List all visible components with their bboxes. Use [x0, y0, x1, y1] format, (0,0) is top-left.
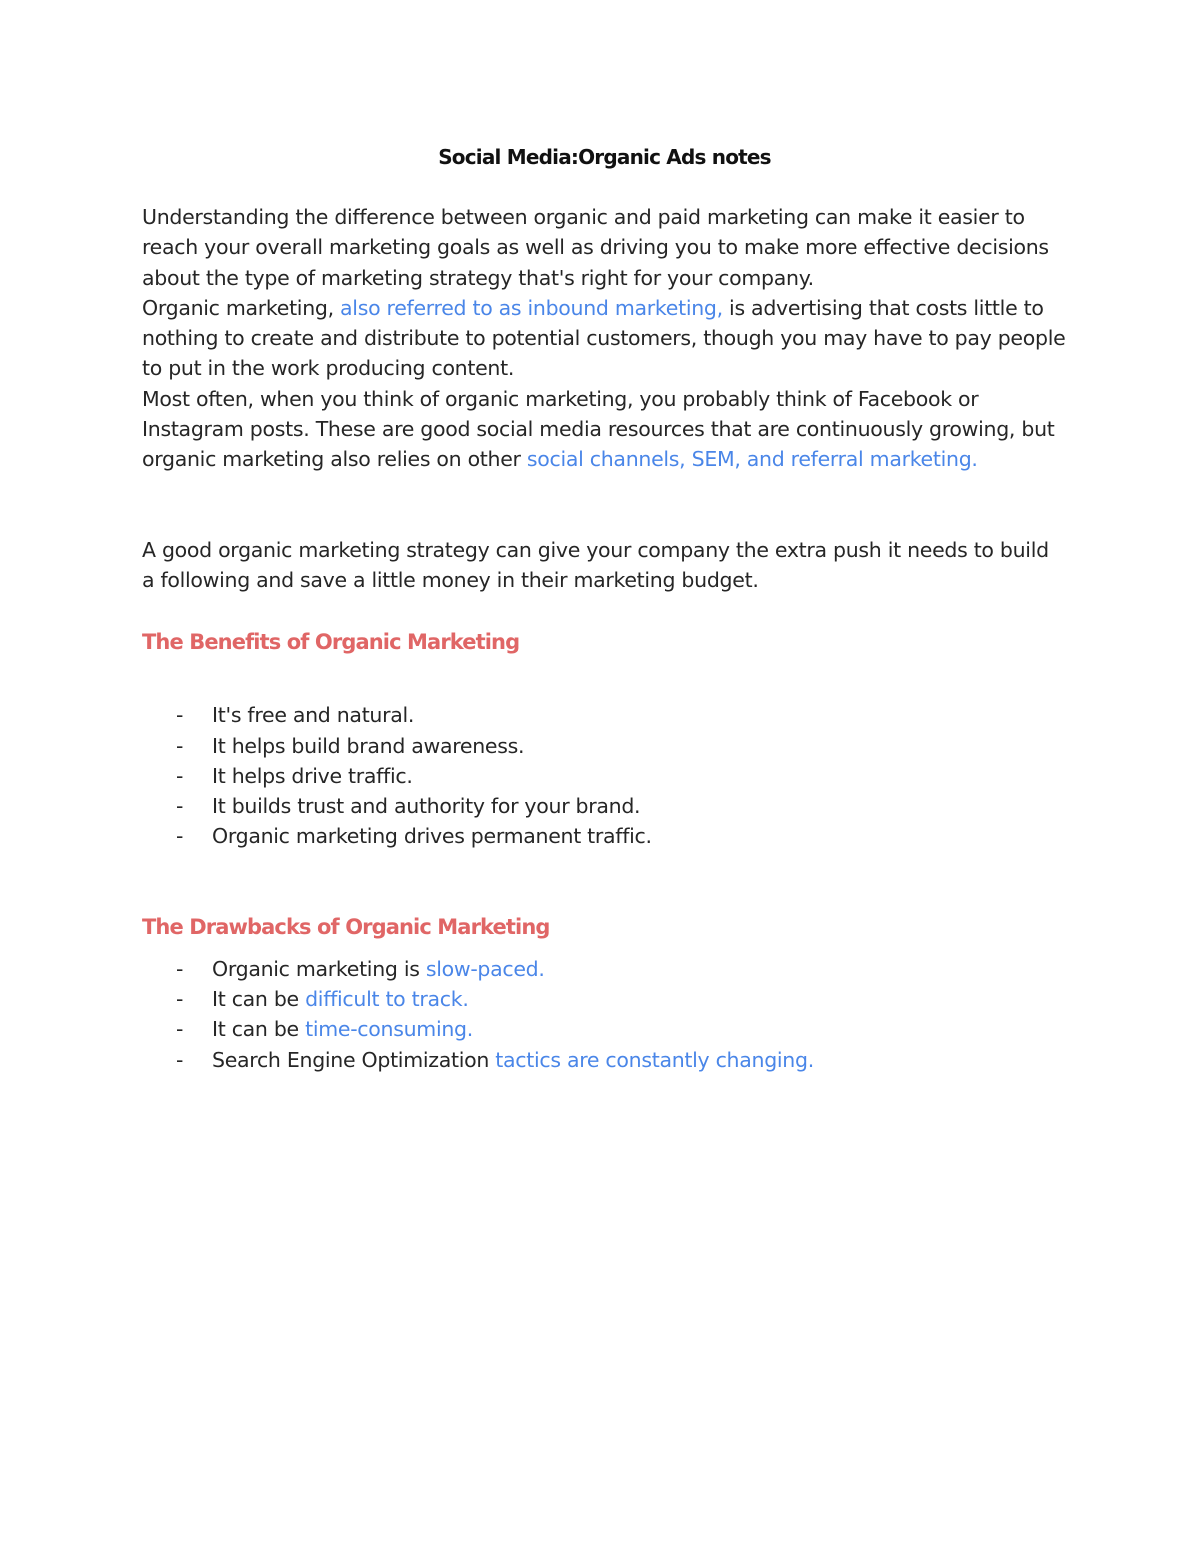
document-title: Social Media:Organic Ads notes [438, 145, 771, 169]
drawbacks-heading: The Drawbacks of Organic Marketing [142, 914, 550, 939]
intro-paragraph-2-text-after: is advertising that costs little to nothing to create and distribute to potential customers, though you may have to pay people to put in the work producing content. [142, 295, 1066, 381]
bullet-dash: - [176, 1017, 184, 1042]
list-item [142, 821, 1067, 851]
list-item [142, 791, 1067, 821]
time-consuming-link[interactable]: time-consuming. [305, 1017, 473, 1042]
drawbacks-list [142, 954, 1067, 1075]
list-item [142, 700, 1067, 730]
benefits-heading: The Benefits of Organic Marketing [142, 630, 520, 655]
intro-paragraph-2-text-before: Organic marketing, [142, 295, 341, 320]
benefit-text: It builds trust and authority for your brand. [212, 794, 641, 819]
inbound-marketing-link[interactable]: also referred to as inbound marketing, [340, 295, 723, 320]
benefit-text: It's free and natural. [212, 703, 415, 728]
list-item [142, 761, 1067, 791]
drawback-text: It can be [212, 987, 306, 1012]
intro-paragraph-2 [142, 293, 1067, 384]
intro-paragraph-3 [142, 384, 1067, 475]
bullet-dash: - [176, 703, 184, 728]
seo-tactics-link[interactable]: tactics are constantly changing. [495, 1047, 814, 1072]
list-item [142, 731, 1067, 761]
benefits-list [142, 700, 1067, 851]
document-page [142, 140, 1067, 1075]
social-channels-link[interactable]: social channels, SEM, and referral marketing. [526, 447, 978, 472]
bullet-dash: - [176, 733, 184, 758]
benefit-text: Organic marketing drives permanent traffic. [212, 824, 652, 849]
paragraph-spacer [142, 475, 1067, 535]
bullet-dash: - [176, 824, 184, 849]
list-item [142, 1014, 1067, 1044]
bullet-dash: - [176, 1047, 184, 1072]
bullet-dash: - [176, 956, 184, 981]
drawback-text: It can be [212, 1017, 306, 1042]
list-item [142, 954, 1067, 984]
list-item [142, 1045, 1067, 1075]
list-item [142, 984, 1067, 1014]
difficult-to-track-link[interactable]: difficult to track. [305, 987, 469, 1012]
intro-paragraph-3-text: Most often, when you think of organic marketing, you probably think of Facebook or Instagram posts. These are good social media resources that are continuously growing, but organic marketing also relies on other [142, 386, 1055, 472]
drawback-text: Organic marketing is [212, 956, 426, 981]
benefit-text: It helps drive traffic. [212, 763, 413, 788]
bullet-dash: - [176, 987, 184, 1012]
bullet-dash: - [176, 763, 184, 788]
intro-paragraph-1: Understanding the difference between organic and paid marketing can make it easier to reach your overall marketing goals as well as driving you to make more effective decisions about the type of marketing strategy that's right for your company. [142, 205, 1049, 290]
slow-paced-link[interactable]: slow-paced. [425, 956, 545, 981]
bullet-dash: - [176, 794, 184, 819]
drawback-text: Search Engine Optimization [212, 1047, 496, 1072]
benefit-text: It helps build brand awareness. [212, 733, 525, 758]
strategy-paragraph: A good organic marketing strategy can give your company the extra push it needs to build a following and save a little money in their marketing budget. [142, 537, 1049, 592]
